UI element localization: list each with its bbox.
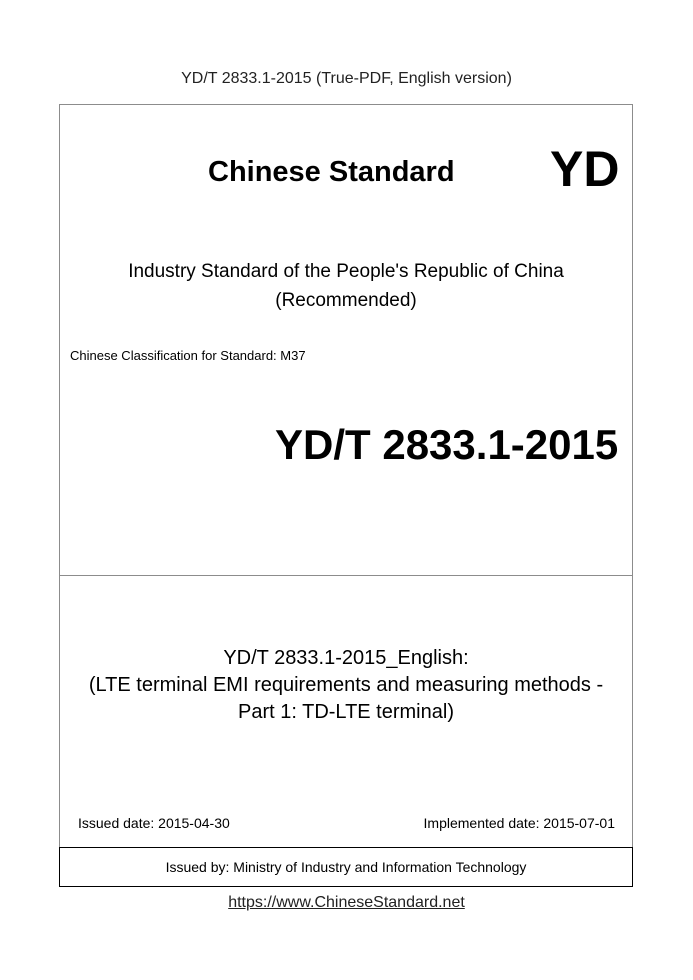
chinese-standard-heading: Chinese Standard <box>208 156 455 188</box>
title-line-3: Part 1: TD-LTE terminal) <box>238 701 454 723</box>
issuer-text: Issued by: Ministry of Industry and Information Technology <box>165 859 527 875</box>
title-line-1: YD/T 2833.1-2015_English: <box>223 647 469 669</box>
industry-line-1: Industry Standard of the People's Republic of China <box>128 261 564 282</box>
standard-number: YD/T 2833.1-2015 <box>275 421 619 468</box>
english-title-block <box>59 645 633 726</box>
page-header-title: YD/T 2833.1-2015 (True-PDF, English version) <box>181 70 512 87</box>
issued-date: Issued date: 2015-04-30 <box>78 815 230 831</box>
title-line-2: (LTE terminal EMI requirements and measuring methods - <box>88 674 604 696</box>
industry-line-2: (Recommended) <box>275 290 417 311</box>
classification-text: Chinese Classification for Standard: M37 <box>70 348 306 363</box>
industry-standard-block <box>59 257 633 315</box>
footer <box>0 894 693 912</box>
yd-mark: YD <box>550 141 620 197</box>
chinesestandard-link[interactable]: https://www.ChineseStandard.net <box>228 894 465 911</box>
issuer-box <box>59 847 633 887</box>
implemented-date: Implemented date: 2015-07-01 <box>423 815 615 831</box>
